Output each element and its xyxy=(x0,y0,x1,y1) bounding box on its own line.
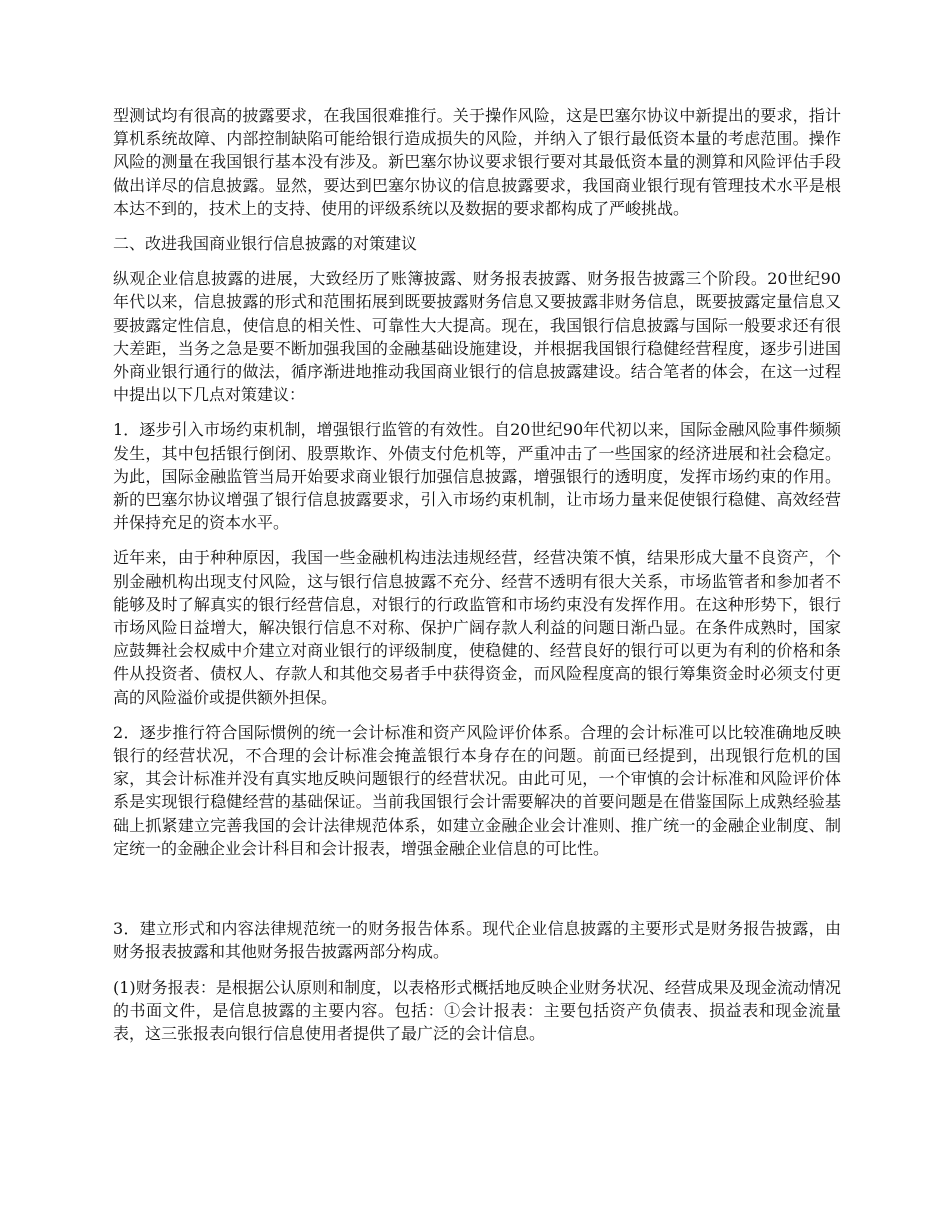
paragraph-operational-risk: 型测试均有很高的披露要求，在我国很难推行。关于操作风险，这是巴塞尔协议中新提出的要求，指计算机系统故障、内部控制缺陷可能给银行造成损失的风险，并纳入了银行最低资本量的考虑范围。操作风险的测量在我国银行基本没有涉及。新巴塞尔协议要求银行要对其最低资本量的测算和风险评估手段做出详尽的信息披露。显然，要达到巴塞尔协议的信息披露要求，我国商业银行现有管理技术水平是根本达不到的，技术上的支持、使用的评级系统以及数据的要求都构成了严峻挑战。 xyxy=(113,106,841,218)
paragraph-recent-years: 近年来，由于种种原因，我国一些金融机构违法违规经营，经营决策不慎，结果形成大量不良资产，个别金融机构出现支付风险，这与银行信息披露不充分、经营不透明有很大关系，市场监管者和参加者不能够及时了解真实的银行经营信息，对银行的行政监管和市场约束没有发挥作用。在这种形势下，银行市场风险日益增大，解决银行信息不对称、保护广阔存款人利益的问题日渐凸显。在条件成熟时，国家应鼓舞社会权威中介建立对商业银行的评级制度，使稳健的、经营良好的银行可以更为有利的价格和条件从投资者、债权人、存款人和其他交易者手中获得资金，而风险程度高的银行筹集资金时必须支付更高的风险溢价或提供额外担保。 xyxy=(113,548,841,707)
paragraph-suggestion-1: 1．逐步引入市场约束机制，增强银行监管的有效性。自20世纪90年代初以来，国际金融风险事件频频发生，其中包括银行倒闭、股票欺诈、外债支付危机等，严重冲击了一些国家的经济进展和社会稳定。为此，国际金融监管当局开始要求商业银行加强信息披露，增强银行的透明度，发挥市场约束的作用。新的巴塞尔协议增强了银行信息披露要求，引入市场约束机制，让市场力量来促使银行稳健、高效经营并保持充足的资本水平。 xyxy=(113,420,841,533)
section-heading: 二、改进我国商业银行信息披露的对策建议 xyxy=(113,234,418,254)
paragraph-suggestion-2: 2．逐步推行符合国际惯例的统一会计标准和资产风险评价体系。合理的会计标准可以比较准确地反映银行的经营状况，不合理的会计标准会掩盖银行本身存在的问题。前面已经提到，出现银行危机的国家，其会计标准并没有真实地反映问题银行的经营状况。由此可见，一个审慎的会计标准和风险评价体系是实现银行稳健经营的基础保证。当前我国银行会计需要解决的首要问题是在借鉴国际上成熟经验基础上抓紧建立完善我国的会计法律规范体系，如建立金融企业会计准则、推广统一的金融企业制度、制定统一的金融企业会计科目和会计报表，增强金融企业信息的可比性。 xyxy=(113,722,841,858)
paragraph-suggestion-3: 3．建立形式和内容法律规范统一的财务报告体系。现代企业信息披露的主要形式是财务报告披露，由财务报表披露和其他财务报告披露两部分构成。 xyxy=(113,919,841,962)
paragraph-disclosure-history: 纵观企业信息披露的进展，大致经历了账簿披露、财务报表披露、财务报告披露三个阶段。20世纪90年代以来，信息披露的形式和范围拓展到既要披露财务信息又要披露非财务信息，既要披露定量信息又要披露定性信息，使信息的相关性、可靠性大大提高。现在，我国银行信息披露与国际一般要求还有很大差距，当务之急是要不断加强我国的金融基础设施建设，并根据我国银行稳健经营程度，逐步引进国外商业银行通行的做法，循序渐进地推动我国商业银行的信息披露建设。结合笔者的体会，在这一过程中提出以下几点对策建议： xyxy=(113,269,841,405)
blank-spacer xyxy=(113,872,841,917)
document-body xyxy=(113,104,841,1057)
paragraph-financial-statements: (1)财务报表：是根据公认原则和制度，以表格形式概括地反映企业财务状况、经营成果及现金流动情况的书面文件，是信息披露的主要内容。包括：①会计报表：主要包括资产负债表、损益表和现金流量表，这三张报表向银行信息使用者提供了最广泛的会计信息。 xyxy=(113,977,841,1043)
